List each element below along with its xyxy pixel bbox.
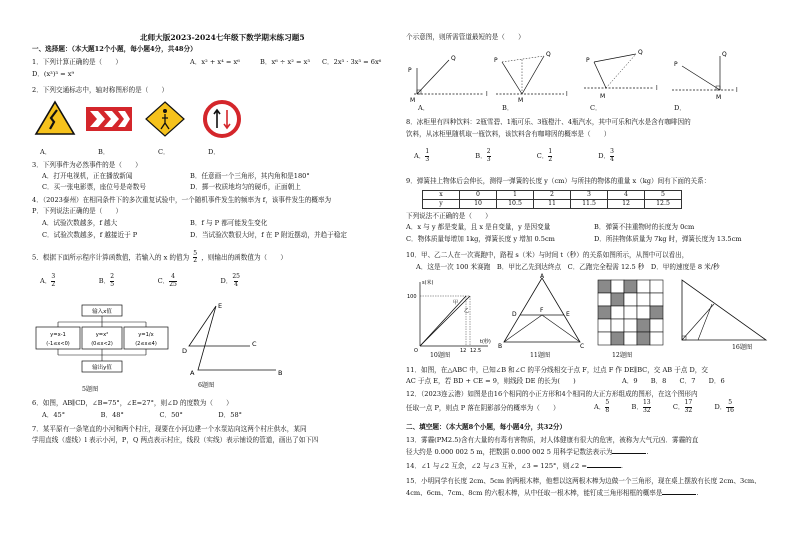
q3-stem: 3．下列事件为必然事件的是（ ） [32, 161, 142, 169]
grid-cell-shaded [624, 280, 637, 293]
q9-cell: 11.5 [571, 200, 608, 209]
q6-point-d: D [182, 347, 188, 355]
flow-output: 输出y值 [92, 365, 112, 371]
q8-b-den: 3 [486, 155, 491, 163]
q7-line-1: 7．某平原有一条笔直的小河和两个村庄，现要在小河边建一个水泵站向这两个村庄供水，某同 [32, 425, 307, 433]
q3-option-c: C．买一张电影票，座位号是奇数号 [42, 183, 146, 191]
q12-line-2: 任取一点 P，则点 P 落在阴影部分的概率为（ ） [406, 404, 560, 412]
q6-point-e: E [218, 302, 223, 310]
q15-answer-blank[interactable] [662, 494, 696, 495]
q12-a-den: 8 [605, 406, 610, 414]
q11-point-b: B [498, 343, 503, 350]
q12-option-b [631, 400, 650, 414]
q10-jia: 甲 [453, 300, 459, 306]
svg-text:l: l [566, 91, 568, 98]
grid-cell-shaded [598, 306, 611, 319]
grid-cell [611, 280, 624, 293]
q5-b-den: 5 [110, 280, 115, 288]
q11-point-a: A [540, 273, 545, 280]
q11-point-c: C [580, 343, 585, 350]
q12-line-1: 12．（2023连云港）如图是由16个相同的小正方形和4个相同的大正方形组成的图形，在这个图形内 [406, 390, 698, 398]
q9-cell: 11 [534, 200, 571, 209]
q10-y100: 100 [407, 294, 417, 300]
q6-point-c: C [252, 340, 257, 348]
q6-point-a: A [190, 369, 195, 377]
q9-row-y [423, 200, 682, 209]
flow-box3: y=1/x [138, 332, 154, 338]
q2-stem: 2．下列交通标志中，轴对称图形的是（ ） [32, 86, 169, 94]
q9-cell: 12.5 [645, 200, 682, 209]
svg-text:Q: Q [546, 51, 551, 58]
q2-label-d: D． [208, 148, 220, 156]
q4-option-c: C．试验次数越多，f 越接近于 P [42, 231, 138, 239]
q12-frac-c [685, 400, 693, 414]
q8-line-1: 8．冰柜里有四种饮料：2瓶雪碧、1瓶可乐、3瓶橙汁、4瓶汽水，其中可乐和汽水是含有咖啡因的 [406, 118, 691, 126]
q11-line-1: 11．如图，在△ABC 中，已知∠B 和∠C 的平分线相交于点 F，过点 F 作 DE∥BC，交 AB 于点 D，交 [406, 366, 708, 374]
q7-line-3: 个示意图，则所需管道最短的是（ ） [406, 33, 525, 41]
caption-fig11: 11题图 [530, 352, 551, 359]
flow-input: 输入x值 [92, 309, 112, 315]
q15-line-1: 15．小明同学有长度 2cm、5cm 的两根木棒，他想以这两根木棒为边做一个三角形，现在桌上摆放有长度 2cm、3cm、 [406, 477, 761, 485]
q7-label-b: B． [502, 104, 514, 112]
q12-grid-figure [594, 278, 664, 348]
sign-b-chevrons [86, 107, 132, 131]
grid-cell [624, 319, 637, 332]
q7-label-a: A． [418, 104, 430, 112]
q9-stem: 9．弹簧挂上物体后会伸长，测得一弹簧的长度 y（cm）与所挂的物体的重量 x（kg）间有下面的关系： [406, 177, 711, 185]
q6-figure [180, 298, 290, 380]
flow-box1: y=x-1 [50, 332, 66, 338]
q8-option-a [414, 149, 429, 163]
q4-option-d: D．当试验次数很大时，f 在 P 附近摆动，并趋于稳定 [190, 231, 347, 239]
q5-c-num: 4 [171, 273, 175, 280]
q12-label-b: B． [631, 403, 643, 412]
q5-frac-c [169, 274, 177, 288]
q6-option-d: D．58° [218, 411, 242, 419]
svg-text:Q: Q [638, 49, 643, 56]
q9-cell: 4 [608, 191, 645, 200]
q7-diagram-a [408, 55, 488, 104]
q11-point-f: F [540, 307, 544, 314]
caption-fig12: 12题图 [612, 352, 633, 359]
q6-point-b: B [278, 369, 283, 377]
svg-text:P: P [674, 61, 678, 68]
q1-option-c: C．2x³ · 3x³ = 6x⁶ [322, 58, 382, 66]
q10-yi: 乙 [464, 308, 470, 314]
grid-cell-shaded [650, 306, 663, 319]
q9-table [422, 190, 682, 209]
q10-origin: O [414, 348, 418, 352]
q4-stem-1: 4．（2023泰州）在相同条件下的多次重复试验中，一个随机事件发生的频率为 f，该事件发生的概率为 [32, 196, 332, 204]
q9-cell: 2 [534, 191, 571, 200]
q15-line-2-text: 4cm、6cm、7cm、8cm 的六根木棒，从中任取一根木棒，能钉成三角形相框的概率是 [406, 489, 663, 497]
grid-cell [650, 280, 663, 293]
q7-label-d: D． [674, 104, 686, 112]
q5-label-a: A． [40, 277, 52, 286]
q5-stem-tail: ，则输出的函数值为（ ） [201, 253, 287, 262]
q5-c-den: 25 [169, 280, 177, 288]
q2-label-a: A． [40, 148, 52, 156]
flow-box1-cond: (-1≤x<0) [46, 341, 70, 347]
q5-option-d [220, 274, 240, 288]
q9-cell: y [423, 200, 460, 209]
q5-d-den: 4 [234, 280, 239, 288]
q8-c-num: 1 [548, 148, 553, 155]
q8-d-num: 3 [610, 148, 614, 155]
grid-cell-shaded [611, 332, 624, 345]
q8-a-num: 1 [425, 148, 430, 155]
q8-c-den: 2 [548, 155, 553, 163]
sign-d-no-entry-arrows [205, 102, 239, 136]
q9-cell: 1 [497, 191, 534, 200]
q5-a-num: 3 [51, 273, 56, 280]
q8-label-a: A． [414, 152, 426, 161]
q11-figure [498, 272, 586, 352]
q6-options [42, 411, 242, 419]
q10-line-2: A．这是一次 100 米赛跑 B．甲比乙先到达终点 C．乙跑完全程需 12.5 秒 D．甲的速度是 8 米/秒 [416, 263, 720, 271]
grid-cell [624, 293, 637, 306]
svg-text:Q: Q [722, 51, 727, 58]
q12-b-num: 13 [642, 399, 651, 406]
svg-text:M: M [518, 97, 524, 104]
q10-x12: 12 [460, 348, 467, 352]
q7-label-c: C． [590, 104, 602, 112]
q5-flowchart [32, 303, 172, 383]
q8-frac-b [487, 149, 491, 163]
grid-cell [611, 306, 624, 319]
flow-box3-cond: (2≤x≤4) [135, 341, 157, 347]
q9-cell: 3 [571, 191, 608, 200]
q5-option-b [99, 274, 114, 288]
q11-options: A．9 B．8 C．7 D．6 [622, 377, 725, 385]
q9-option-d: D．所挂物体质量为 7kg 时，弹簧长度为 13.5cm [594, 235, 742, 243]
flow-box2: y=x² [95, 332, 109, 338]
svg-text:l: l [736, 87, 738, 94]
grid-cell-shaded [637, 332, 650, 345]
svg-text:Q: Q [451, 55, 456, 62]
q12-frac-d [726, 400, 734, 414]
q1-option-a: A．x² + x⁴ = x⁶ [190, 58, 240, 66]
q9-cell: 5 [645, 191, 682, 200]
q5-options [40, 274, 240, 288]
q5-label-c: C． [157, 277, 170, 286]
q10-x125: 12.5 [470, 348, 482, 352]
q6-stem: 6．如图，AB∥CD，∠B=75°，∠E=27°，则∠D 的度数为（ ） [32, 399, 233, 407]
q9-cell: 10.5 [497, 200, 534, 209]
q5-frac-den: 2 [193, 257, 198, 264]
q8-label-b: B． [475, 152, 487, 161]
q5-a-den: 2 [51, 280, 56, 288]
grid-cell [598, 293, 611, 306]
q12-d-num: 5 [728, 399, 733, 406]
svg-text:M: M [600, 93, 606, 100]
q8-a-den: 3 [425, 155, 430, 163]
q12-c-den: 32 [684, 406, 693, 414]
grid-cell-shaded [611, 293, 624, 306]
q9-cell: 12 [608, 200, 645, 209]
q12-label-d: D． [714, 403, 727, 412]
q12-b-den: 32 [642, 406, 651, 414]
q12-option-d [714, 400, 734, 414]
q11-line-2: AC 于点 E，若 BD + CE = 9，则线段 DE 的长为( ) [406, 377, 576, 385]
q8-frac-d [610, 149, 614, 163]
sign-a-winding-road [36, 102, 74, 134]
q5-stem-text: 5．根据下面所示程序计算函数值，若输入的 x 的值为 [32, 253, 190, 262]
q13-line-1: 13．雾霾(PM2.5)含有大量的有毒有害物质，对人体健康有很大的危害，被称为大气元凶．雾霾的直 [406, 436, 699, 444]
q8-option-c [537, 149, 552, 163]
q9-cell: x [423, 191, 460, 200]
q2-label-b: B． [98, 148, 110, 156]
grid-cell [650, 332, 663, 345]
q4-option-a: A．试验次数越多，f 越大 [42, 219, 118, 227]
q9-sub: 下列说法不正确的是（ ） [406, 212, 492, 220]
q5-label-d: D． [220, 277, 233, 286]
grid-cell [637, 306, 650, 319]
grid-cell [637, 293, 650, 306]
q2-label-c: C． [158, 148, 170, 156]
q12-options [594, 400, 734, 414]
q5-d-num: 25 [232, 273, 240, 280]
svg-text:M: M [716, 94, 722, 101]
q9-cell: 0 [460, 191, 497, 200]
q6-option-c: C．50° [159, 411, 183, 419]
flow-box2-cond: (0≤x<2) [91, 341, 113, 347]
q14-line-1: 14．∠1 与∠2 互余，∠2 与∠3 互补，∠3 = 125°，则∠2 = . [406, 462, 623, 470]
q6-option-b: B．48° [100, 411, 124, 419]
svg-text:P: P [494, 57, 498, 64]
q8-line-2: 饮料，从冰柜里随机取一瓶饮料，该饮料含有咖啡因的概率是（ ） [406, 130, 611, 138]
q9-option-c: C．物体质量每增加 1kg，弹簧长度 y 增加 0.5cm [406, 235, 555, 243]
q8-option-d [598, 149, 614, 163]
grid-cell [624, 306, 637, 319]
q12-frac-a [605, 400, 609, 414]
caption-fig10: 10题图 [430, 352, 451, 359]
q5-frac-d [232, 274, 240, 288]
grid-cell [611, 319, 624, 332]
q10-graph [406, 276, 494, 352]
q7-diagram-c [584, 49, 658, 100]
grid-cell-shaded [598, 280, 611, 293]
q8-d-den: 4 [610, 155, 614, 163]
q4-stem-2: P．下列说法正确的是（ ） [32, 207, 123, 215]
q9-row-x [423, 191, 682, 200]
q4-option-b: B．f 与 P 都可能发生变化 [190, 219, 268, 227]
q10-xlabel: t(秒) [480, 339, 491, 345]
q12-d-den: 16 [726, 406, 734, 414]
q12-c-num: 17 [684, 399, 693, 406]
q12-label-c: C． [672, 403, 685, 412]
q6-option-a: A．45° [42, 411, 66, 419]
q14-line-1-text: 14．∠1 与∠2 互余，∠2 与∠3 互补，∠3 = 125°，则∠2 = [406, 462, 587, 470]
q5-frac-num: 5 [193, 250, 198, 257]
q5-b-num: 2 [110, 273, 115, 280]
q8-label-c: C． [536, 152, 549, 161]
q8-frac-a [425, 149, 429, 163]
q12-frac-b [643, 400, 651, 414]
grid-cell [624, 332, 637, 345]
q8-frac-c [548, 149, 552, 163]
q7-diagrams [404, 46, 776, 110]
q12-label-a: A． [594, 403, 606, 412]
q12-a-num: 5 [605, 399, 610, 406]
grid-cell [650, 319, 663, 332]
q11-point-e: E [566, 311, 570, 318]
q1-stem: 1．下列计算正确的是（ ） [32, 58, 122, 66]
q3-option-b: B．任意画一个三角形，其内角和是180° [190, 172, 310, 180]
q8-label-d: D． [598, 152, 611, 161]
q2-traffic-signs [34, 98, 244, 146]
q5-frac-b [110, 274, 114, 288]
section2-header: 二、填空题：（本大题8个小题，每小题4分，共32分） [406, 423, 567, 431]
q5-option-c [158, 274, 177, 288]
grid-cell [598, 319, 611, 332]
page-title: 北师大版2023-2024七年级下数学期末练习题5 [140, 33, 305, 42]
q11-point-d: D [512, 311, 517, 318]
q5-frac-a [51, 274, 55, 288]
q13-line-2-text: 径大约是 0.000 002 5 m，把数据 0.000 002 5 用科学记数法表示为 [406, 448, 613, 456]
q13-answer-blank[interactable] [612, 453, 646, 454]
sign-c-pedestrian [146, 102, 184, 136]
q14-answer-blank[interactable] [587, 467, 621, 468]
q8-options [414, 149, 614, 163]
q10-line-1: 10．甲、乙二人在一次赛跑中，路程 s（米）与时间 t（秒）的关系如图所示，从图中可以看出， [406, 251, 689, 259]
q5-input-fraction [193, 251, 197, 264]
grid-cell [650, 293, 663, 306]
q5-option-a [40, 274, 55, 288]
svg-text:M: M [410, 97, 416, 104]
q3-option-d: D．掷一枚质地均匀的硬币，正面朝上 [190, 183, 301, 191]
q1-option-b: B．x⁶ ÷ x² = x³ [260, 58, 310, 66]
svg-text:l: l [656, 85, 658, 92]
q9-cell: 10 [460, 200, 497, 209]
q10-ylabel: s(米) [422, 280, 434, 286]
svg-text:P: P [408, 67, 412, 74]
q8-option-b [475, 149, 490, 163]
section1-header: 一、选择题：（本大题12个小题，每小题4分，共48分） [32, 45, 197, 53]
q7-line-2: 学用直线（虚线）l 表示小河，P，Q 两点表示村庄，线段（实线）表示铺设的管道，画出了如下四 [32, 436, 319, 444]
q5-stem [32, 251, 287, 264]
q7-diagram-d [672, 51, 738, 101]
grid-cell-shaded [637, 319, 650, 332]
grid-cell [598, 332, 611, 345]
caption-fig6: 6题图 [198, 382, 215, 389]
q1-option-d: D．(x³)³ = x⁹ [32, 70, 75, 78]
q8-b-num: 2 [486, 148, 491, 155]
q5-label-b: B． [98, 277, 111, 286]
q15-line-2: 4cm、6cm、7cm、8cm 的六根木棒，从中任取一根木棒，能钉成三角形相框的概率是 . [406, 489, 699, 497]
q16-figure [674, 274, 772, 344]
q9-option-b: B．弹簧不挂重物时的长度为 0cm [594, 223, 695, 231]
q12-option-a [594, 400, 609, 414]
caption-fig16: 16题图 [732, 344, 753, 351]
svg-text:P: P [586, 57, 590, 64]
q13-line-2: 径大约是 0.000 002 5 m，把数据 0.000 002 5 用科学记数法表示为 . [406, 448, 649, 456]
svg-text:l: l [486, 91, 488, 98]
q7-diagram-b [494, 51, 568, 104]
q9-option-a: A．x 与 y 都是变量，且 x 是自变量，y 是因变量 [406, 223, 551, 231]
q3-option-a: A．打开电视机，正在播放新闻 [42, 172, 133, 180]
caption-fig5: 5题图 [82, 386, 99, 393]
grid-cell [637, 280, 650, 293]
q12-option-c [673, 400, 692, 414]
